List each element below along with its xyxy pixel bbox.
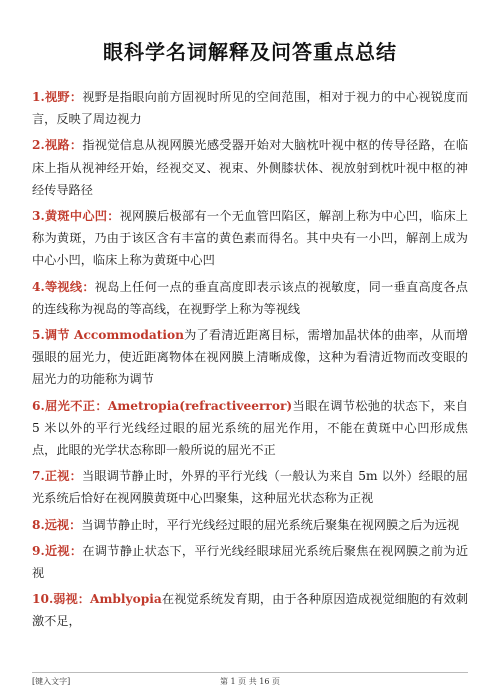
- term-definition: 当调节静止时，平行光线经过眼的屈光系统后聚集在视网膜之后为远视: [81, 517, 460, 532]
- term-item-ametropia: [32, 395, 468, 462]
- term-item-visual-pathway: [32, 134, 468, 201]
- term-heading: 5.调节 Accommodation: [32, 328, 184, 343]
- page-number: 第 1 页 共 16 页: [220, 677, 280, 686]
- term-heading: 4.等视线：: [32, 279, 95, 294]
- term-definition: 在视觉系统发育期，由于各种原因造成视觉细胞的有效刺激不足，: [32, 592, 469, 629]
- term-definition: 当眼调节静止时，外界的平行光线（一般认为来自 5m 以外）经眼的屈光系统后恰好在视网膜黄斑中心凹聚集，这种屈光状态称为正视: [32, 469, 468, 506]
- term-heading: 8.远视：: [32, 517, 82, 532]
- page-footer: [32, 676, 468, 690]
- term-heading: 7.正视：: [32, 469, 83, 484]
- term-definition: 指视觉信息从视网膜光感受器开始对大脑枕叶视中枢的传导径路，在临床上指从视神经开始，经视交叉、视束、外侧膝状体、视放射到枕叶视中枢的神经传导路径: [32, 138, 469, 197]
- footer-divider: [32, 672, 468, 673]
- term-item-foveola: [32, 205, 468, 272]
- term-heading: 6.屈光不正：Ametropia(refractiveerror): [32, 398, 293, 413]
- term-heading: 1.视野：: [32, 90, 83, 104]
- term-definition: 为了看清近距离目标，需增加晶状体的曲率，从而增强眼的屈光力，使近距离物体在视网膜上清晰成像，这种为看清近物而改变眼的屈光力的功能称为调节: [32, 328, 468, 387]
- term-item-isopter: [32, 276, 468, 320]
- term-item-hyperopia: [32, 514, 468, 536]
- term-definition: 在调节静止状态下，平行光线经眼球屈光系统后聚焦在视网膜之前为近视: [32, 543, 469, 581]
- term-list: [32, 86, 468, 637]
- term-item-emmetropia: [32, 465, 468, 509]
- page-title: 眼科学名词解释及问答重点总结: [103, 40, 397, 64]
- term-heading: 2.视路：: [32, 138, 83, 153]
- term-heading: 10.弱视：Amblyopia: [32, 592, 162, 607]
- term-definition: 视岛上任何一点的垂直高度即表示该点的视敏度，同一垂直高度各点的连线称为视岛的等高线，在视野学上称为等视线: [32, 279, 468, 316]
- term-item-myopia: [32, 540, 468, 584]
- term-definition: 视野是指眼向前方固视时所见的空间范围，相对于视力的中心视锐度而言，反映了周边视力: [32, 90, 469, 127]
- term-definition: 视网膜后极部有一个无血管凹陷区，解剖上称为中心凹，临床上称为黄斑，乃由于该区含有丰富的黄色素而得名。其中央有一小凹，解剖上成为中心小凹，临床上称为黄斑中心凹: [32, 209, 468, 268]
- term-item-accommodation: [32, 324, 468, 391]
- term-definition: 当眼在调节松弛的状态下，来自 5 米以外的平行光线经过眼的屈光系统的屈光作用，不能在黄斑中心凹形成焦点，此眼的光学状态称即一般所说的屈光不正: [32, 398, 468, 458]
- term-heading: 9.近视：: [32, 543, 83, 558]
- term-item-amblyopia: [32, 588, 468, 632]
- term-heading: 3.黄斑中心凹：: [32, 209, 120, 224]
- term-item-visual-field: [32, 86, 468, 130]
- footer-placeholder-text[interactable]: [键入文字]: [32, 677, 71, 686]
